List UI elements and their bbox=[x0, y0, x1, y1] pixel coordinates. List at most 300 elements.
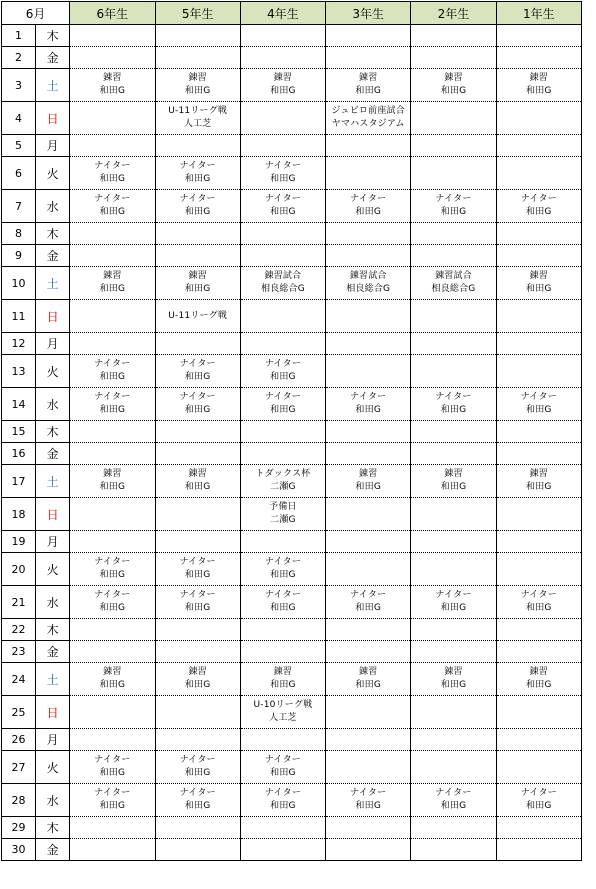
schedule-cell bbox=[70, 388, 155, 421]
event-line: ナイター bbox=[264, 194, 302, 204]
schedule-cell bbox=[155, 663, 240, 696]
schedule-cell bbox=[155, 641, 240, 663]
event-line: 和田G bbox=[99, 86, 126, 96]
schedule-cell bbox=[411, 300, 496, 333]
weekday: 水 bbox=[36, 586, 70, 619]
schedule-cell bbox=[240, 839, 325, 861]
grade-header-5: 5年生 bbox=[155, 2, 240, 25]
event-line: ナイター bbox=[179, 161, 216, 171]
schedule-cell bbox=[70, 553, 155, 586]
schedule-cell bbox=[496, 553, 581, 586]
schedule-cell bbox=[155, 839, 240, 861]
weekday: 金 bbox=[36, 443, 70, 465]
schedule-cell bbox=[326, 223, 411, 245]
schedule-cell bbox=[496, 421, 581, 443]
schedule-cell bbox=[70, 641, 155, 663]
schedule-cell bbox=[326, 784, 411, 817]
event-line: 和田G bbox=[184, 768, 211, 778]
event-line: ナイター bbox=[520, 194, 557, 204]
schedule-table bbox=[1, 1, 582, 861]
schedule-cell bbox=[411, 641, 496, 663]
event-line: ジュビロ前座試合 bbox=[331, 106, 405, 116]
schedule-cell bbox=[411, 135, 496, 157]
schedule-cell bbox=[411, 498, 496, 531]
schedule-cell bbox=[70, 696, 155, 729]
grade-header-4: 4年生 bbox=[240, 2, 325, 25]
event-line: ナイター bbox=[94, 557, 131, 567]
event-line: 和田G bbox=[270, 570, 296, 580]
event-line: 和田G bbox=[184, 801, 211, 811]
schedule-cell bbox=[240, 663, 325, 696]
event-line: 和田G bbox=[184, 570, 211, 580]
day-number: 13 bbox=[2, 355, 36, 388]
weekday: 日 bbox=[36, 498, 70, 531]
event-line: U-11リーグ戦 bbox=[168, 310, 228, 321]
schedule-cell bbox=[240, 388, 325, 421]
event-line: ナイター bbox=[435, 788, 472, 798]
schedule-cell bbox=[155, 25, 240, 47]
day-number: 12 bbox=[2, 333, 36, 355]
event-line: 和田G bbox=[270, 405, 296, 415]
day-number: 18 bbox=[2, 498, 36, 531]
schedule-cell bbox=[155, 190, 240, 223]
schedule-cell bbox=[326, 355, 411, 388]
schedule-cell bbox=[155, 300, 240, 333]
weekday: 金 bbox=[36, 47, 70, 69]
event-line: U-11リーグ戦 bbox=[168, 106, 228, 116]
event-line: ナイター bbox=[179, 557, 216, 567]
schedule-cell bbox=[496, 784, 581, 817]
schedule-cell bbox=[70, 135, 155, 157]
schedule-cell bbox=[496, 135, 581, 157]
weekday: 木 bbox=[36, 25, 70, 47]
event-line: ナイター bbox=[94, 590, 131, 600]
day-number: 26 bbox=[2, 729, 36, 751]
event-line: 和田G bbox=[184, 207, 211, 217]
schedule-cell bbox=[326, 421, 411, 443]
day-row bbox=[2, 300, 582, 333]
weekday: 火 bbox=[36, 751, 70, 784]
schedule-cell bbox=[496, 300, 581, 333]
event-line: 和田G bbox=[270, 174, 296, 184]
schedule-cell bbox=[411, 696, 496, 729]
schedule-cell bbox=[155, 531, 240, 553]
event-line: 和田G bbox=[184, 86, 211, 96]
schedule-cell bbox=[70, 619, 155, 641]
schedule-cell bbox=[240, 553, 325, 586]
schedule-cell bbox=[240, 751, 325, 784]
schedule-cell bbox=[411, 102, 496, 135]
day-number: 10 bbox=[2, 267, 36, 300]
event-line: 和田G bbox=[355, 405, 381, 415]
schedule-cell bbox=[240, 25, 325, 47]
schedule-cell bbox=[240, 223, 325, 245]
event-line: ナイター bbox=[94, 359, 131, 369]
schedule-cell bbox=[411, 443, 496, 465]
schedule-cell bbox=[240, 355, 325, 388]
event-line: 錬習 bbox=[529, 667, 549, 677]
schedule-cell bbox=[326, 102, 411, 135]
event-line: 錬習 bbox=[273, 73, 293, 83]
day-number: 27 bbox=[2, 751, 36, 784]
schedule-cell bbox=[155, 223, 240, 245]
day-number: 14 bbox=[2, 388, 36, 421]
event-line: 和田G bbox=[184, 284, 211, 294]
day-row bbox=[2, 531, 582, 553]
schedule-cell bbox=[240, 135, 325, 157]
event-line: ナイター bbox=[264, 359, 302, 369]
grade-header-6: 6年生 bbox=[70, 2, 155, 25]
day-row bbox=[2, 751, 582, 784]
event-line: ナイター bbox=[264, 557, 302, 567]
event-line: 和田G bbox=[270, 680, 296, 690]
schedule-cell bbox=[326, 25, 411, 47]
event-line: 和田G bbox=[526, 207, 552, 217]
event-line: 和田G bbox=[440, 680, 467, 690]
weekday: 木 bbox=[36, 619, 70, 641]
weekday: 日 bbox=[36, 696, 70, 729]
schedule-cell bbox=[496, 465, 581, 498]
schedule-cell bbox=[155, 388, 240, 421]
event-line: 和田G bbox=[99, 284, 126, 294]
event-line: 予備日 bbox=[269, 502, 297, 512]
event-line: ナイター bbox=[520, 590, 557, 600]
schedule-cell bbox=[411, 190, 496, 223]
month-header: 6月 bbox=[2, 2, 70, 25]
event-line: 和田G bbox=[99, 603, 126, 613]
event-line: 和田G bbox=[526, 603, 552, 613]
day-number: 11 bbox=[2, 300, 36, 333]
event-line: 和田G bbox=[184, 603, 211, 613]
event-line: ナイター bbox=[264, 392, 302, 402]
schedule-cell bbox=[496, 619, 581, 641]
schedule-cell bbox=[70, 190, 155, 223]
event-line: ナイター bbox=[179, 788, 216, 798]
schedule-cell bbox=[411, 784, 496, 817]
schedule-cell bbox=[411, 553, 496, 586]
grade-header-1: 1年生 bbox=[496, 2, 581, 25]
schedule-cell bbox=[496, 157, 581, 190]
event-line: 和田G bbox=[440, 207, 467, 217]
schedule-cell bbox=[326, 817, 411, 839]
schedule-cell bbox=[326, 641, 411, 663]
schedule-cell bbox=[155, 784, 240, 817]
event-line: ナイター bbox=[179, 590, 216, 600]
event-line: 和田G bbox=[440, 405, 467, 415]
schedule-cell bbox=[496, 641, 581, 663]
schedule-cell bbox=[240, 333, 325, 355]
schedule-cell bbox=[70, 157, 155, 190]
event-line: ナイター bbox=[94, 161, 131, 171]
schedule-cell bbox=[496, 190, 581, 223]
day-number: 29 bbox=[2, 817, 36, 839]
weekday: 月 bbox=[36, 333, 70, 355]
weekday: 日 bbox=[36, 102, 70, 135]
schedule-cell bbox=[411, 663, 496, 696]
event-line: ナイター bbox=[350, 788, 387, 798]
event-line: 錬習 bbox=[273, 667, 293, 677]
event-line: ナイター bbox=[264, 788, 302, 798]
event-line: 錬習 bbox=[103, 469, 122, 479]
event-line: 和田G bbox=[99, 405, 126, 415]
event-line: 錬習 bbox=[188, 469, 207, 479]
schedule-cell bbox=[155, 157, 240, 190]
day-number: 21 bbox=[2, 586, 36, 619]
day-number: 9 bbox=[2, 245, 36, 267]
schedule-cell bbox=[240, 817, 325, 839]
schedule-cell bbox=[326, 69, 411, 102]
schedule-cell bbox=[70, 839, 155, 861]
schedule-cell bbox=[411, 333, 496, 355]
schedule-cell bbox=[411, 465, 496, 498]
schedule-cell bbox=[155, 729, 240, 751]
event-line: 和田G bbox=[99, 482, 126, 492]
schedule-cell bbox=[155, 619, 240, 641]
event-line: ナイター bbox=[94, 194, 131, 204]
day-number: 1 bbox=[2, 25, 36, 47]
day-number: 2 bbox=[2, 47, 36, 69]
schedule-cell bbox=[326, 498, 411, 531]
schedule-cell bbox=[496, 586, 581, 619]
event-line: ナイター bbox=[179, 392, 216, 402]
day-number: 4 bbox=[2, 102, 36, 135]
weekday: 日 bbox=[36, 300, 70, 333]
event-line: ナイター bbox=[94, 392, 131, 402]
day-number: 8 bbox=[2, 223, 36, 245]
header-row bbox=[2, 2, 582, 25]
event-line: 和田G bbox=[355, 86, 381, 96]
schedule-cell bbox=[70, 531, 155, 553]
schedule-cell bbox=[155, 421, 240, 443]
event-line: 和田G bbox=[184, 405, 211, 415]
schedule-cell bbox=[326, 729, 411, 751]
event-line: 和田G bbox=[184, 174, 211, 184]
schedule-cell bbox=[411, 421, 496, 443]
event-line: 和田G bbox=[99, 174, 126, 184]
day-row bbox=[2, 47, 582, 69]
schedule-cell bbox=[240, 267, 325, 300]
schedule-cell bbox=[411, 839, 496, 861]
day-row bbox=[2, 245, 582, 267]
schedule-cell bbox=[496, 47, 581, 69]
schedule-cell bbox=[155, 267, 240, 300]
event-line: 二瀬G bbox=[270, 482, 296, 492]
schedule-cell bbox=[326, 586, 411, 619]
schedule-cell bbox=[70, 47, 155, 69]
day-row bbox=[2, 421, 582, 443]
event-line: 和田G bbox=[99, 768, 126, 778]
event-line: 和田G bbox=[99, 680, 126, 690]
day-number: 3 bbox=[2, 69, 36, 102]
day-row bbox=[2, 69, 582, 102]
event-line: 和田G bbox=[99, 570, 126, 580]
schedule-cell bbox=[155, 817, 240, 839]
schedule-cell bbox=[496, 223, 581, 245]
weekday: 土 bbox=[36, 465, 70, 498]
schedule-cell bbox=[326, 443, 411, 465]
event-line: ナイター bbox=[179, 359, 216, 369]
event-line: 錬習 bbox=[529, 469, 549, 479]
day-number: 25 bbox=[2, 696, 36, 729]
weekday: 水 bbox=[36, 190, 70, 223]
schedule-cell bbox=[496, 817, 581, 839]
event-line: 錬習 bbox=[359, 73, 378, 83]
schedule-cell bbox=[70, 267, 155, 300]
schedule-cell bbox=[70, 245, 155, 267]
schedule-body bbox=[2, 25, 582, 861]
schedule-cell bbox=[411, 267, 496, 300]
event-line: 和田G bbox=[270, 86, 296, 96]
event-line: 和田G bbox=[184, 372, 211, 382]
event-line: 和田G bbox=[440, 603, 467, 613]
schedule-cell bbox=[240, 465, 325, 498]
schedule-cell bbox=[326, 333, 411, 355]
event-line: 和田G bbox=[526, 482, 552, 492]
event-line: 和田G bbox=[355, 801, 381, 811]
schedule-cell bbox=[240, 102, 325, 135]
event-line: 和田G bbox=[270, 603, 296, 613]
event-line: 二瀬G bbox=[270, 515, 296, 525]
schedule-cell bbox=[155, 135, 240, 157]
schedule-cell bbox=[496, 102, 581, 135]
schedule-cell bbox=[326, 839, 411, 861]
weekday: 木 bbox=[36, 223, 70, 245]
schedule-cell bbox=[326, 663, 411, 696]
schedule-cell bbox=[155, 751, 240, 784]
event-line: 錬習 bbox=[444, 667, 463, 677]
schedule-cell bbox=[70, 498, 155, 531]
day-number: 24 bbox=[2, 663, 36, 696]
schedule-cell bbox=[240, 190, 325, 223]
event-line: 和田G bbox=[184, 482, 211, 492]
schedule-cell bbox=[326, 619, 411, 641]
event-line: 和田G bbox=[526, 801, 552, 811]
event-line: 和田G bbox=[355, 482, 381, 492]
schedule-cell bbox=[411, 47, 496, 69]
event-line: 和田G bbox=[355, 207, 381, 217]
event-line: 相良総合G bbox=[431, 284, 476, 294]
event-line: ヤマハスタジアム bbox=[331, 119, 405, 129]
event-line: 和田G bbox=[99, 801, 126, 811]
event-line: 和田G bbox=[526, 86, 552, 96]
schedule-cell bbox=[240, 498, 325, 531]
schedule-cell bbox=[70, 421, 155, 443]
event-line: 和田G bbox=[355, 603, 381, 613]
day-row bbox=[2, 784, 582, 817]
weekday: 土 bbox=[36, 69, 70, 102]
day-row bbox=[2, 663, 582, 696]
schedule-cell bbox=[411, 355, 496, 388]
weekday: 木 bbox=[36, 817, 70, 839]
schedule-cell bbox=[70, 465, 155, 498]
schedule-cell bbox=[496, 663, 581, 696]
event-line: ナイター bbox=[435, 590, 472, 600]
weekday: 金 bbox=[36, 839, 70, 861]
event-line: 和田G bbox=[526, 405, 552, 415]
schedule-cell bbox=[155, 553, 240, 586]
weekday: 火 bbox=[36, 355, 70, 388]
schedule-cell bbox=[496, 333, 581, 355]
schedule-cell bbox=[496, 729, 581, 751]
schedule-cell bbox=[411, 223, 496, 245]
weekday: 金 bbox=[36, 641, 70, 663]
event-line: 錬習試合 bbox=[435, 271, 472, 281]
schedule-cell bbox=[155, 69, 240, 102]
schedule-cell bbox=[155, 355, 240, 388]
weekday: 水 bbox=[36, 388, 70, 421]
schedule-cell bbox=[70, 586, 155, 619]
schedule-cell bbox=[70, 443, 155, 465]
day-row bbox=[2, 696, 582, 729]
day-number: 16 bbox=[2, 443, 36, 465]
schedule-cell bbox=[70, 69, 155, 102]
schedule-cell bbox=[155, 443, 240, 465]
schedule-cell bbox=[155, 465, 240, 498]
event-line: 和田G bbox=[184, 680, 211, 690]
weekday: 土 bbox=[36, 267, 70, 300]
schedule-cell bbox=[496, 69, 581, 102]
schedule-cell bbox=[70, 729, 155, 751]
schedule-cell bbox=[326, 553, 411, 586]
event-line: 人工芝 bbox=[269, 713, 297, 723]
day-row bbox=[2, 641, 582, 663]
schedule-cell bbox=[411, 245, 496, 267]
day-row bbox=[2, 333, 582, 355]
schedule-cell bbox=[411, 751, 496, 784]
schedule-cell bbox=[326, 135, 411, 157]
day-row bbox=[2, 157, 582, 190]
schedule-cell bbox=[496, 245, 581, 267]
schedule-cell bbox=[326, 300, 411, 333]
event-line: 和田G bbox=[99, 372, 126, 382]
schedule-cell bbox=[155, 245, 240, 267]
schedule-cell bbox=[240, 619, 325, 641]
schedule-cell bbox=[411, 586, 496, 619]
day-number: 15 bbox=[2, 421, 36, 443]
weekday: 水 bbox=[36, 784, 70, 817]
schedule-cell bbox=[240, 157, 325, 190]
schedule-cell bbox=[326, 388, 411, 421]
schedule-cell bbox=[326, 267, 411, 300]
event-line: 錬習 bbox=[103, 73, 122, 83]
schedule-cell bbox=[496, 388, 581, 421]
event-line: 錬習 bbox=[188, 73, 207, 83]
event-line: ナイター bbox=[264, 590, 302, 600]
schedule-cell bbox=[240, 300, 325, 333]
schedule-cell bbox=[240, 784, 325, 817]
day-row bbox=[2, 839, 582, 861]
day-number: 19 bbox=[2, 531, 36, 553]
event-line: ナイター bbox=[350, 392, 387, 402]
schedule-cell bbox=[240, 729, 325, 751]
schedule-cell bbox=[155, 47, 240, 69]
grade-header-2: 2年生 bbox=[411, 2, 496, 25]
schedule-cell bbox=[240, 586, 325, 619]
event-line: 和田G bbox=[270, 372, 296, 382]
event-line: 錬習 bbox=[188, 271, 207, 281]
day-number: 7 bbox=[2, 190, 36, 223]
schedule-cell bbox=[496, 531, 581, 553]
event-line: ナイター bbox=[179, 755, 216, 765]
day-row bbox=[2, 135, 582, 157]
day-row bbox=[2, 553, 582, 586]
event-line: 錬習 bbox=[444, 73, 463, 83]
schedule-cell bbox=[240, 421, 325, 443]
schedule-cell bbox=[411, 531, 496, 553]
schedule-cell bbox=[70, 751, 155, 784]
schedule-cell bbox=[70, 784, 155, 817]
schedule-cell bbox=[326, 696, 411, 729]
